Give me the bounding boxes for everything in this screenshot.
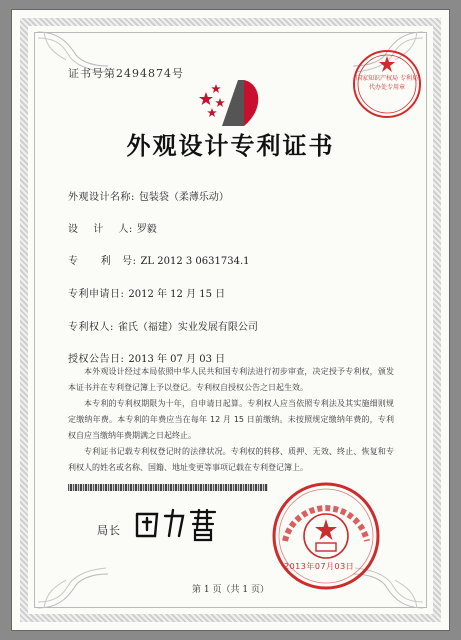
field-value: ZL 2012 3 0631734.1 xyxy=(140,256,250,267)
body-paragraph: 本外观设计经过本局依照中华人民共和国专利法进行初步审查，决定授予专利权，颁发本证书并在专利登记簿上予以登记。专利权自授权公告之日起生效。 xyxy=(68,367,394,392)
field-value: 2013 年 07 月 03 日 xyxy=(128,354,226,365)
patentee-field xyxy=(68,318,258,333)
patent-number-field xyxy=(68,252,250,267)
field-label: 外观设计名称: xyxy=(68,192,135,203)
certificate-number: 证书号第2494874号 xyxy=(68,67,184,80)
director-signature-icon xyxy=(131,506,223,542)
field-value: 2012 年 12 月 15 日 xyxy=(128,289,226,300)
design-name-field xyxy=(68,188,229,203)
sipo-logo-icon xyxy=(198,74,268,132)
page-number: 第 1 页（共 1 页） xyxy=(192,585,269,595)
field-label: 授权公告日: xyxy=(68,354,125,365)
body-paragraph: 专利证书记载专利权登记时的法律状况。专利权的转移、质押、无效、终止、恢复和专利权人的姓名或名称、国籍、地址变更等事项记载在专利登记簿上。 xyxy=(68,447,394,472)
official-seal-icon xyxy=(271,481,381,591)
field-label: 专利权人: xyxy=(68,322,114,333)
top-seal-text: 国家知识产权局 专利局 代办处专用章 xyxy=(356,75,418,91)
body-paragraph: 本专利的专利权期限为十年，自申请日起算。专利权人应当依照专利法及其实施细则规定缴纳年费。本专利的年费应当在每年 12 月 15 日前缴纳。未按照规定缴纳年费的，专利权自应当缴纳年费期满之日起终止。 xyxy=(68,399,394,440)
field-label: 专 利 号: xyxy=(68,256,137,267)
field-label: 专利申请日: xyxy=(68,289,125,300)
field-label: 设 计 人: xyxy=(68,224,133,235)
field-value: 包装袋（柔薄乐动） xyxy=(138,192,229,203)
certificate-body xyxy=(68,364,394,476)
designer-field xyxy=(68,220,157,235)
grant-date-field xyxy=(68,350,225,365)
barcode xyxy=(68,484,268,491)
field-value: 雀氏（福建）实业发展有限公司 xyxy=(117,322,258,333)
field-value: 罗毅 xyxy=(136,224,157,235)
seal-date: 2013年07月03日 xyxy=(284,562,355,571)
application-date-field xyxy=(68,285,225,300)
page-title: 外观设计专利证书 xyxy=(126,131,335,160)
director-label: 局长 xyxy=(97,524,121,537)
